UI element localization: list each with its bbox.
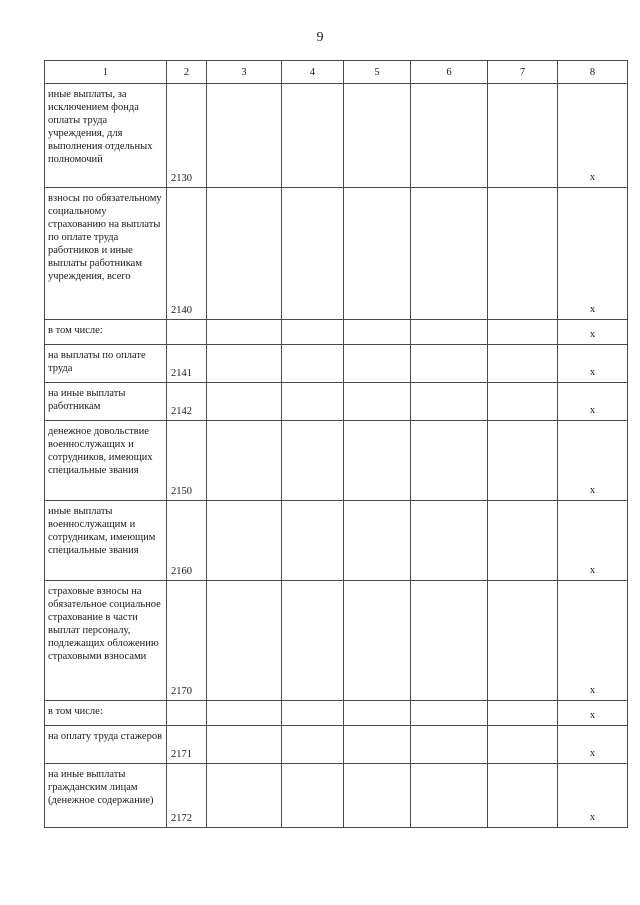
header-col-6: 6 <box>411 61 488 84</box>
row-name-cell: на выплаты по оплате труда <box>45 345 167 383</box>
empty-cell-col-6 <box>411 320 488 345</box>
table-row <box>45 701 628 726</box>
col8-cell <box>558 84 628 188</box>
empty-cell-col-7 <box>488 764 558 828</box>
empty-cell-col-3 <box>207 581 282 701</box>
empty-cell-col-5 <box>344 701 411 726</box>
empty-cell-col-6 <box>411 188 488 320</box>
empty-cell-col-3 <box>207 501 282 581</box>
table-row <box>45 188 628 320</box>
empty-cell-col-6 <box>411 726 488 764</box>
empty-cell-col-3 <box>207 84 282 188</box>
empty-cell-col-3 <box>207 320 282 345</box>
empty-cell-col-4 <box>282 701 344 726</box>
empty-cell-col-4 <box>282 188 344 320</box>
x-mark: x <box>589 748 596 759</box>
empty-cell-col-4 <box>282 383 344 421</box>
empty-cell-col-5 <box>344 581 411 701</box>
empty-cell-col-3 <box>207 383 282 421</box>
table-row <box>45 345 628 383</box>
empty-cell-col-6 <box>411 383 488 421</box>
col8-cell <box>558 345 628 383</box>
table-body <box>45 61 628 828</box>
empty-cell-col-5 <box>344 421 411 501</box>
x-mark: x <box>589 685 596 696</box>
header-col-1: 1 <box>45 61 167 84</box>
empty-cell-col-5 <box>344 383 411 421</box>
row-code-cell: 2141 <box>167 345 207 383</box>
x-mark: x <box>589 485 596 496</box>
header-col-2: 2 <box>167 61 207 84</box>
empty-cell-col-7 <box>488 581 558 701</box>
empty-cell-col-4 <box>282 726 344 764</box>
empty-cell-col-3 <box>207 421 282 501</box>
table-row <box>45 421 628 501</box>
empty-cell-col-5 <box>344 726 411 764</box>
empty-cell-col-6 <box>411 345 488 383</box>
row-name-cell: страховые взносы на обязательное социальное страхование в части выплат персоналу, подлежащих обложению страховыми взносами <box>45 581 167 701</box>
header-col-8: 8 <box>558 61 628 84</box>
empty-cell-col-7 <box>488 320 558 345</box>
x-mark: x <box>589 367 596 378</box>
x-mark: x <box>589 812 596 823</box>
empty-cell-col-7 <box>488 383 558 421</box>
row-name-cell: в том числе: <box>45 701 167 726</box>
table-row <box>45 581 628 701</box>
table-header-row <box>45 61 628 84</box>
empty-cell-col-6 <box>411 84 488 188</box>
x-mark: x <box>589 565 596 576</box>
row-code-cell <box>167 701 207 726</box>
empty-cell-col-6 <box>411 764 488 828</box>
empty-cell-col-3 <box>207 764 282 828</box>
row-name-cell: на оплату труда стажеров <box>45 726 167 764</box>
empty-cell-col-3 <box>207 345 282 383</box>
col8-cell <box>558 726 628 764</box>
col8-cell <box>558 421 628 501</box>
empty-cell-col-7 <box>488 188 558 320</box>
empty-cell-col-7 <box>488 84 558 188</box>
col8-cell <box>558 764 628 828</box>
row-name-cell: иные выплаты военнослужащим и сотрудникам, имеющим специальные звания <box>45 501 167 581</box>
row-name-cell: на иные выплаты гражданским лицам (денежное содержание) <box>45 764 167 828</box>
row-code-cell: 2171 <box>167 726 207 764</box>
row-code-cell: 2160 <box>167 501 207 581</box>
empty-cell-col-5 <box>344 84 411 188</box>
empty-cell-col-4 <box>282 581 344 701</box>
row-code-cell: 2172 <box>167 764 207 828</box>
col8-cell <box>558 320 628 345</box>
empty-cell-col-5 <box>344 764 411 828</box>
row-code-cell: 2142 <box>167 383 207 421</box>
empty-cell-col-7 <box>488 726 558 764</box>
row-name-cell: денежное довольствие военнослужащих и сотрудников, имеющих специальные звания <box>45 421 167 501</box>
col8-cell <box>558 383 628 421</box>
empty-cell-col-5 <box>344 345 411 383</box>
row-code-cell: 2130 <box>167 84 207 188</box>
table-row <box>45 320 628 345</box>
row-name-cell: взносы по обязательному социальному страхованию на выплаты по оплате труда работников и иные выплаты работникам учреждения, всего <box>45 188 167 320</box>
empty-cell-col-3 <box>207 701 282 726</box>
empty-cell-col-3 <box>207 188 282 320</box>
col8-cell <box>558 701 628 726</box>
empty-cell-col-7 <box>488 345 558 383</box>
row-name-cell: иные выплаты, за исключением фонда оплаты труда учреждения, для выполнения отдельных полномочий <box>45 84 167 188</box>
empty-cell-col-4 <box>282 501 344 581</box>
header-col-7: 7 <box>488 61 558 84</box>
row-name-cell: в том числе: <box>45 320 167 345</box>
row-code-cell: 2170 <box>167 581 207 701</box>
header-col-5: 5 <box>344 61 411 84</box>
x-mark: x <box>589 710 596 721</box>
x-mark: x <box>589 405 596 416</box>
table-row <box>45 764 628 828</box>
table-row <box>45 383 628 421</box>
empty-cell-col-4 <box>282 84 344 188</box>
empty-cell-col-3 <box>207 726 282 764</box>
table-row <box>45 84 628 188</box>
empty-cell-col-4 <box>282 764 344 828</box>
empty-cell-col-4 <box>282 320 344 345</box>
col8-cell <box>558 581 628 701</box>
report-table <box>44 60 628 828</box>
row-code-cell: 2140 <box>167 188 207 320</box>
table-row <box>45 726 628 764</box>
x-mark: x <box>589 172 596 183</box>
empty-cell-col-5 <box>344 501 411 581</box>
empty-cell-col-7 <box>488 501 558 581</box>
empty-cell-col-6 <box>411 581 488 701</box>
empty-cell-col-5 <box>344 188 411 320</box>
x-mark: x <box>589 329 596 340</box>
row-name-cell: на иные выплаты работникам <box>45 383 167 421</box>
empty-cell-col-4 <box>282 421 344 501</box>
empty-cell-col-7 <box>488 701 558 726</box>
table-row <box>45 501 628 581</box>
row-code-cell <box>167 320 207 345</box>
empty-cell-col-4 <box>282 345 344 383</box>
col8-cell <box>558 188 628 320</box>
header-col-3: 3 <box>207 61 282 84</box>
x-mark: x <box>589 304 596 315</box>
row-code-cell: 2150 <box>167 421 207 501</box>
page-number: 9 <box>316 30 324 45</box>
empty-cell-col-6 <box>411 701 488 726</box>
empty-cell-col-7 <box>488 421 558 501</box>
empty-cell-col-5 <box>344 320 411 345</box>
empty-cell-col-6 <box>411 501 488 581</box>
empty-cell-col-6 <box>411 421 488 501</box>
col8-cell <box>558 501 628 581</box>
header-col-4: 4 <box>282 61 344 84</box>
